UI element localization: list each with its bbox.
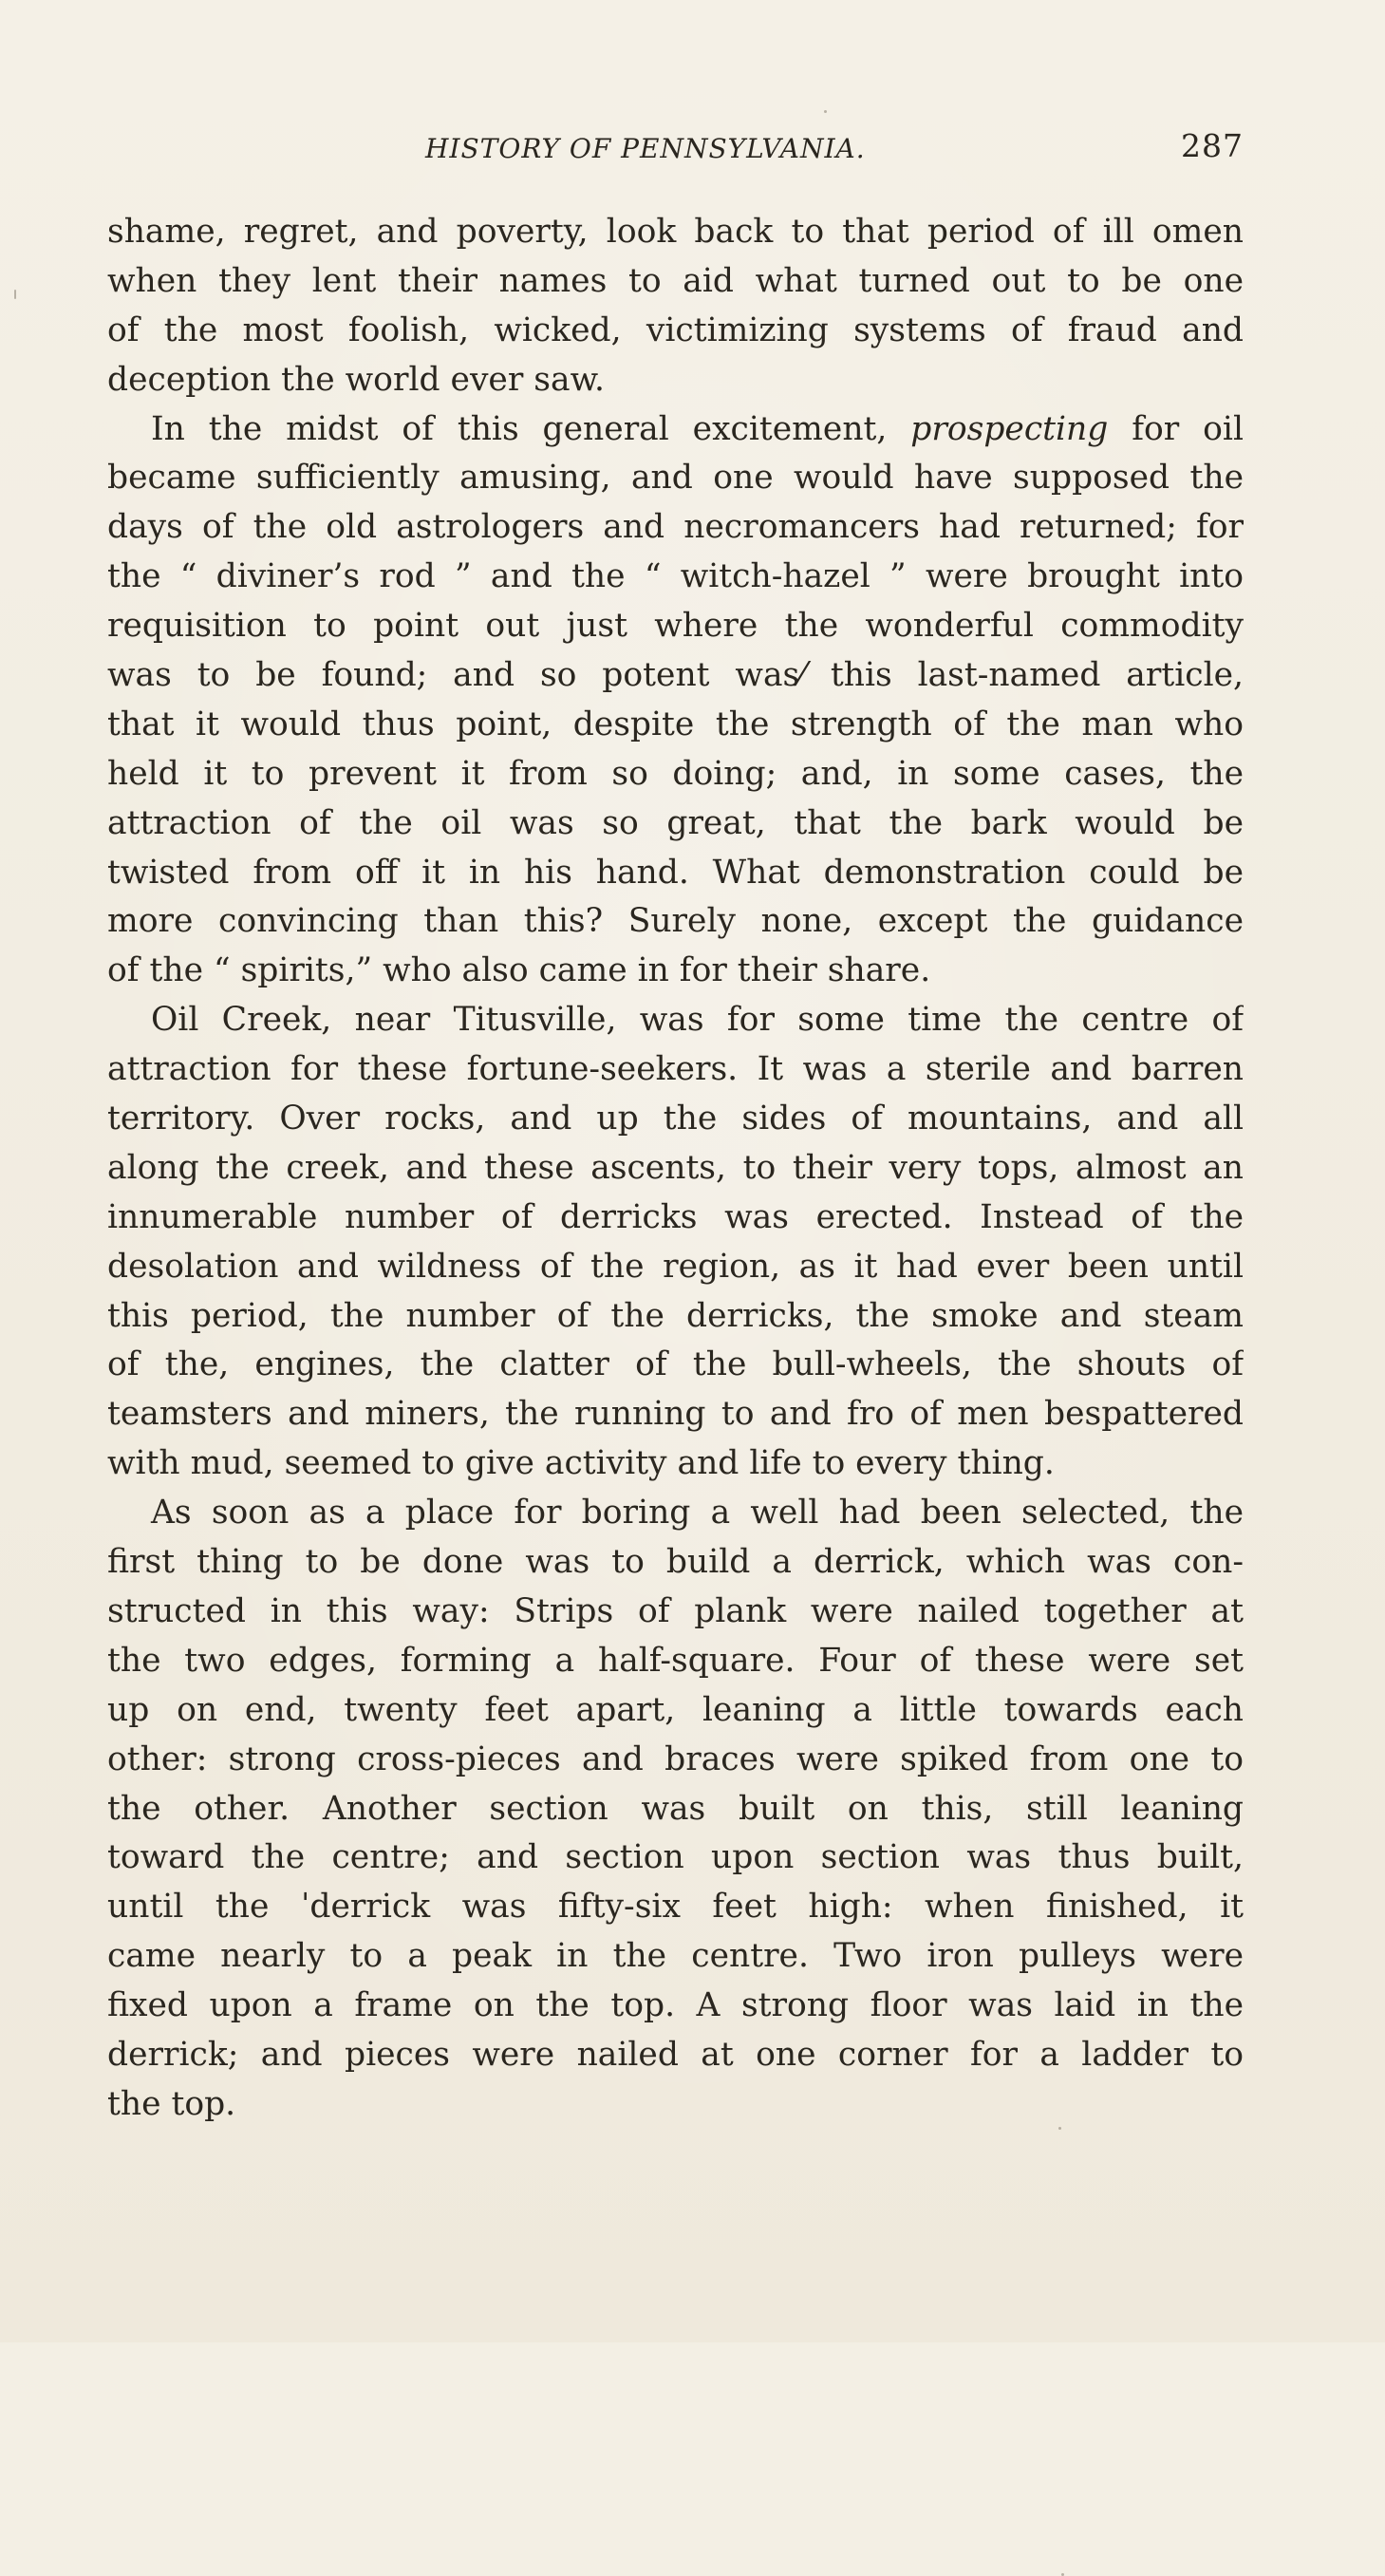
text-line: the top. [107, 2084, 236, 2123]
text-line: of the “ spirits,” who also came in for their share. [107, 951, 931, 990]
text-line: derrick; and pieces were nailed at one corner for a ladder to [107, 2035, 1244, 2074]
body-text [107, 208, 1244, 2130]
text-line: As soon as a place for boring a well had been selected, the [151, 1494, 1244, 1532]
text-line: deception the world ever saw. [107, 360, 605, 399]
text-line: days of the old astrologers and necromancers had returned; for [107, 508, 1244, 547]
paragraph-2 [107, 405, 1244, 997]
text-line: when they lent their names to aid what turned out to be one [107, 261, 1244, 300]
paragraph-3 [107, 996, 1244, 1489]
text-line: was to be found; and so potent was⁄ this last-named article, [107, 656, 1244, 695]
text-line: shame, regret, and poverty, look back to that period of ill omen [107, 213, 1244, 251]
text-line: came nearly to a peak in the centre. Two iron pulleys were [107, 1937, 1244, 1976]
text-line: the “ diviner’s rod ” and the “ witch-hazel ” were brought into [107, 557, 1244, 596]
paper-speck [1058, 2127, 1061, 2130]
text-line: Oil Creek, near Titusville, was for some time the centre of [151, 1001, 1244, 1040]
text-line: held it to prevent it from so doing; and, in some cases, the [107, 754, 1244, 793]
text-line: along the creek, and these ascents, to their very tops, almost an [107, 1148, 1244, 1187]
text-line: territory. Over rocks, and up the sides of mountains, and all [107, 1100, 1244, 1138]
text-line: other: strong cross-pieces and braces were spiked from one to [107, 1739, 1244, 1778]
text-line: twisted from off it in his hand. What demonstration could be [107, 853, 1244, 892]
text-line: innumerable number of derricks was erected. Instead of the [107, 1197, 1244, 1236]
text-line: more convincing than this? Surely none, except the guidance [107, 902, 1244, 941]
text-line: that it would thus point, despite the strength of the man who [107, 705, 1244, 743]
text-line: of the most foolish, wicked, victimizing systems of fraud and [107, 310, 1244, 349]
text-line: desolation and wildness of the region, as it had ever been until [107, 1247, 1244, 1286]
text-line: this period, the number of the derricks, the smoke and steam [107, 1296, 1244, 1335]
page-header [107, 125, 1244, 182]
text-line: toward the centre; and section upon section was thus built, [107, 1838, 1244, 1877]
text-line: the other. Another section was built on this, still leaning [107, 1789, 1244, 1828]
text-line: structed in this way: Strips of plank were nailed together at [107, 1591, 1244, 1630]
text-span: for oil [1108, 409, 1244, 448]
text-line: up on end, twenty feet apart, leaning a little towards each [107, 1690, 1244, 1729]
text-line [107, 405, 1244, 455]
paragraph-4 [107, 1489, 1244, 2130]
text-line: the two edges, forming a half-square. Four of these were set [107, 1641, 1244, 1680]
text-line: of the, engines, the clatter of the bull-wheels, the shouts of [107, 1345, 1244, 1384]
paper-speck [824, 110, 827, 113]
paper-speck [14, 290, 16, 299]
paragraph-1 [107, 208, 1244, 405]
text-line: with mud, seemed to give activity and life to every thing. [107, 1444, 1055, 1483]
text-line: attraction of the oil was so great, that the bark would be [107, 803, 1244, 842]
text-line: until the ˈderrick was fifty-six feet high: when finished, it [107, 1888, 1244, 1927]
italic-word-prospecting: prospecting [910, 409, 1109, 448]
text-line: attraction for these fortune-seekers. It was a sterile and barren [107, 1050, 1244, 1089]
running-title: HISTORY OF PENNSYLVANIA. [425, 133, 866, 164]
text-line: teamsters and miners, the running to and fro of men bespattered [107, 1395, 1244, 1434]
text-line: requisition to point out just where the wonderful commodity [107, 607, 1244, 646]
text-line: first thing to be done was to build a derrick, which was con- [107, 1543, 1244, 1582]
text-line: became sufficiently amusing, and one would have supposed the [107, 459, 1244, 498]
page-number: 287 [1181, 127, 1244, 164]
text-span: In the midst of this general excitement, [151, 409, 911, 448]
text-line: fixed upon a frame on the top. A strong floor was laid in the [107, 1986, 1244, 2025]
